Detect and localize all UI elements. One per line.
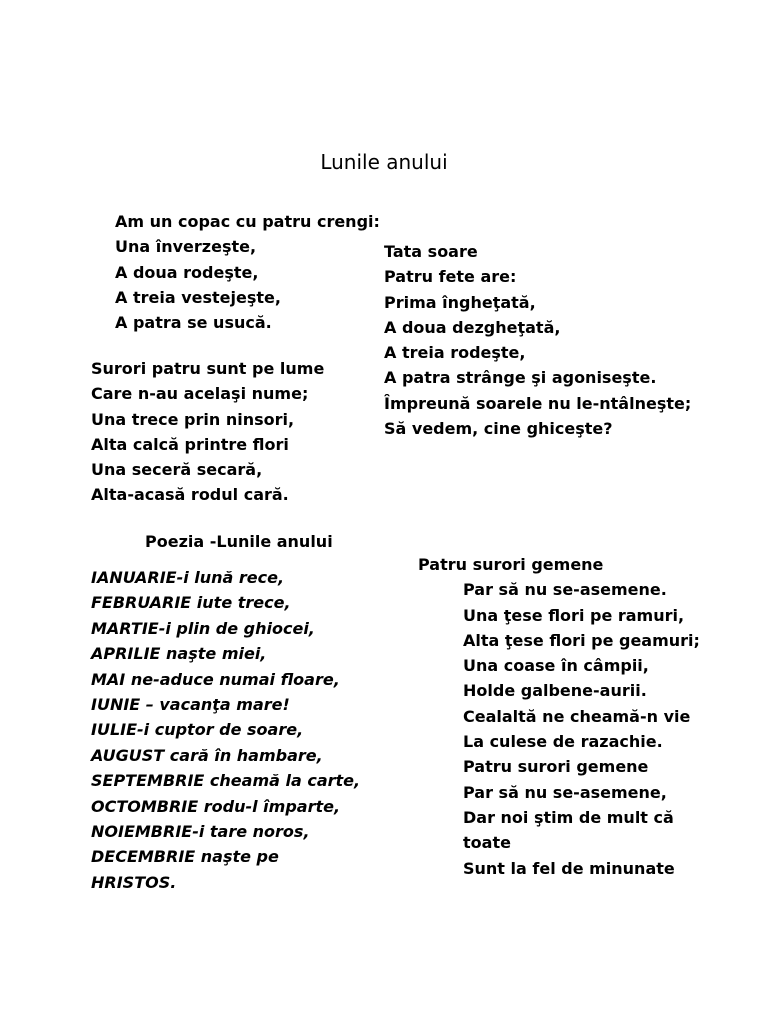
poem-line: A doua rodeşte, bbox=[115, 262, 259, 282]
poem-line: APRILIE naşte miei, bbox=[91, 644, 267, 664]
poem-line: Par să nu se-asemene, bbox=[463, 782, 667, 802]
poem-line: Par să nu se-asemene. bbox=[463, 580, 667, 600]
poem-line: Alta ţese flori pe geamuri; bbox=[463, 630, 700, 650]
poem-line: Care n-au acelaşi nume; bbox=[91, 384, 309, 404]
poem-line: NOIEMBRIE-i tare noros, bbox=[91, 822, 310, 842]
poem-line: SEPTEMBRIE cheamă la carte, bbox=[91, 771, 361, 791]
poem-line: OCTOMBRIE rodu-l împarte, bbox=[91, 796, 341, 816]
poem-line: MARTIE-i plin de ghiocei, bbox=[91, 618, 315, 638]
poem-line: Alta-acasă rodul cară. bbox=[91, 485, 289, 505]
poem-line: A doua dezgheţată, bbox=[384, 317, 561, 337]
poem-line: Patru surori gemene bbox=[418, 555, 604, 574]
poem-line: Sunt la fel de minunate bbox=[463, 858, 675, 878]
poem-line: Împreună soarele nu le-ntâlneşte; bbox=[384, 393, 692, 413]
poem-line: Una înverzeşte, bbox=[115, 237, 257, 257]
poem-title: Poezia -Lunile anului bbox=[145, 532, 333, 551]
poem-line: La culese de razachie. bbox=[463, 732, 663, 752]
poem-line: Alta calcă printre flori bbox=[91, 434, 289, 454]
poem-line: A patra strânge şi agoniseşte. bbox=[384, 368, 657, 388]
poem-line: IANUARIE-i lună rece, bbox=[91, 568, 285, 587]
riddle-four-sisters bbox=[91, 356, 324, 508]
poem-sisters bbox=[418, 552, 748, 878]
poem-line: A patra se usucă. bbox=[115, 313, 272, 333]
poem-line: Una ţese flori pe ramuri, bbox=[463, 605, 685, 625]
poem-line: Prima îngheţată, bbox=[384, 292, 536, 312]
poem-line: FEBRUARIE iute trece, bbox=[91, 593, 291, 613]
poem-line: Tata soare bbox=[384, 242, 478, 261]
poem-line: A treia vestejeşte, bbox=[115, 287, 281, 307]
poem-line: toate bbox=[463, 833, 511, 853]
poem-line: Să vedem, cine ghiceşte? bbox=[384, 419, 613, 439]
poem-line: Surori patru sunt pe lume bbox=[91, 359, 325, 378]
page-title: Lunile anului bbox=[320, 150, 448, 174]
poem-line: AUGUST cară în hambare, bbox=[91, 745, 323, 765]
poem-line: Patru fete are: bbox=[384, 267, 517, 287]
poem-line: Am un copac cu patru crengi: bbox=[115, 212, 380, 231]
poem-line: Holde galbene-aurii. bbox=[463, 681, 647, 701]
poem-line: Patru surori gemene bbox=[463, 757, 649, 777]
poem-line: MAI ne-aduce numai floare, bbox=[91, 669, 340, 689]
poem-months bbox=[91, 565, 360, 895]
poem-line: Una trece prin ninsori, bbox=[91, 409, 295, 429]
riddle-father-sun bbox=[384, 239, 691, 441]
riddle-tree bbox=[115, 209, 380, 335]
poem-line: Dar noi ştim de mult că bbox=[463, 807, 674, 827]
poem-line: Cealaltă ne cheamă-n vie bbox=[463, 706, 691, 726]
poem-line: A treia rodeşte, bbox=[384, 343, 526, 363]
poem-line: IULIE-i cuptor de soare, bbox=[91, 720, 304, 740]
poem-line: HRISTOS. bbox=[91, 872, 177, 892]
poem-line: Una seceră secară, bbox=[91, 460, 263, 480]
poem-line: IUNIE – vacanţa mare! bbox=[91, 695, 290, 715]
poem-line: Una coase în câmpii, bbox=[463, 656, 649, 676]
poem-line: DECEMBRIE naşte pe bbox=[91, 847, 279, 867]
